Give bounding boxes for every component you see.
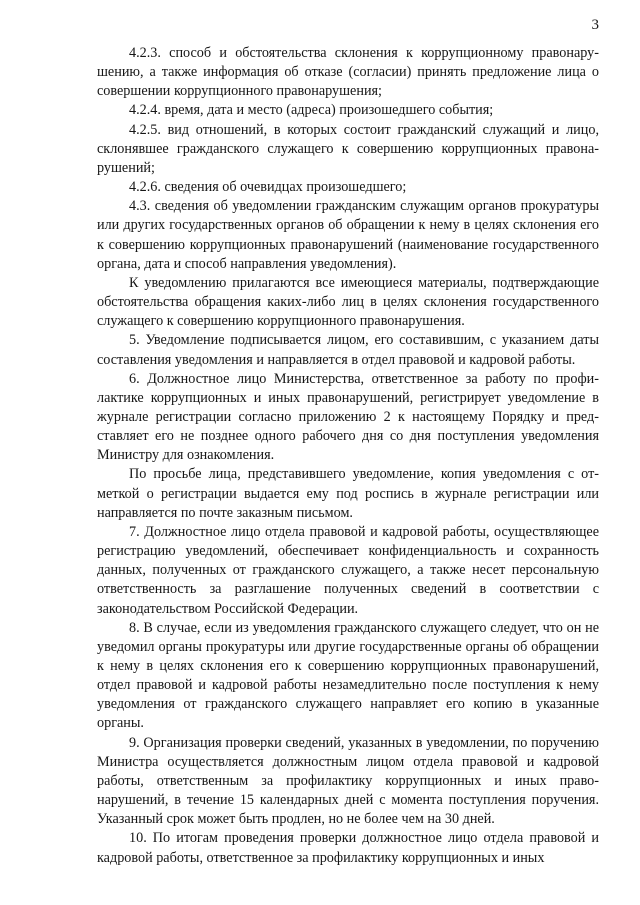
page-number: 3 <box>591 17 599 33</box>
paragraph-6: 6. Должностное лицо Министерства, ответственное за работу по профилактике коррупционных и иных правонарушений, регистрирует уведомление в журнале регистрации согласно приложению 2 к настоящему Порядку и представляет его не позднее одного рабочего дня со дня поступления уведомления Министру для ознакомления. <box>97 370 599 464</box>
paragraph-4-2-4: 4.2.4. время, дата и место (адреса) произошедшего события; <box>129 102 494 119</box>
paragraph-4-2-6: 4.2.6. сведения об очевидцах произошедшего; <box>129 179 407 196</box>
paragraph-9: 9. Организация проверки сведений, указанных в уведомлении, по поручению Министра осуществляется должностным лицом отдела правовой и кадровой работы, ответственным за профилактику коррупционных и иных правонарушений, в течение 15 календарных дней с момента поступления поручения. Указанный срок может быть продлен, но не более чем на 30 дней. <box>97 734 599 828</box>
paragraph-attachments: К уведомлению прилагаются все имеющиеся материалы, подтверждающие обстоятельства обращения каких-либо лиц в целях склонения государственного служащего к совершению коррупционного правонарушения. <box>97 274 599 330</box>
paragraph-7: 7. Должностное лицо отдела правовой и кадровой работы, осуществляющее регистрацию уведомлений, обеспечивает конфиденциальность и сохранность данных, полученных от гражданского служащего, а также несет персональную ответственность за разглашение полученных сведений в соответствии с законодательством Российской Федерации. <box>97 523 599 617</box>
paragraph-4-3: 4.3. сведения об уведомлении гражданским служащим органов прокуратуры или других государственных органов об обращении к нему в целях склонения его к совершению коррупционных правонарушений (наименование государственного органа, дата и способ направления уведомления). <box>97 198 599 272</box>
paragraph-4-2-5: 4.2.5. вид отношений, в которых состоит гражданский служащий и лицо, склонявшее гражданского служащего к совершению коррупционных правонарушений; <box>97 121 599 176</box>
paragraph-4-2-3: 4.2.3. способ и обстоятельства склонения к коррупционному правонарушению, а также информация об отказе (согласии) принять предложение лица о совершении коррупционного правонарушения; <box>97 45 599 100</box>
document-body <box>97 44 599 868</box>
paragraph-copy-request: По просьбе лица, представившего уведомление, копия уведомления с отметкой о регистрации выдается ему под роспись в журнале регистрации или направляется по почте заказным письмом. <box>97 466 599 521</box>
paragraph-5: 5. Уведомление подписывается лицом, его составившим, с указанием даты составления уведомления и направляется в отдел правовой и кадровой работы. <box>97 332 599 368</box>
paragraph-8: 8. В случае, если из уведомления гражданского служащего следует, что он не уведомил органы прокуратуры или другие государственные органы об обращении к нему в целях склонения его к совершению коррупционных правонарушений, отдел правовой и кадровой работы незамедлительно после поступления к нему уведомления от гражданского служащего направляет его копию в указанные органы. <box>97 619 599 732</box>
paragraph-10: 10. По итогам проведения проверки должностное лицо отдела правовой и кадровой работы, ответственное за профилактику коррупционных и иных <box>97 830 599 866</box>
